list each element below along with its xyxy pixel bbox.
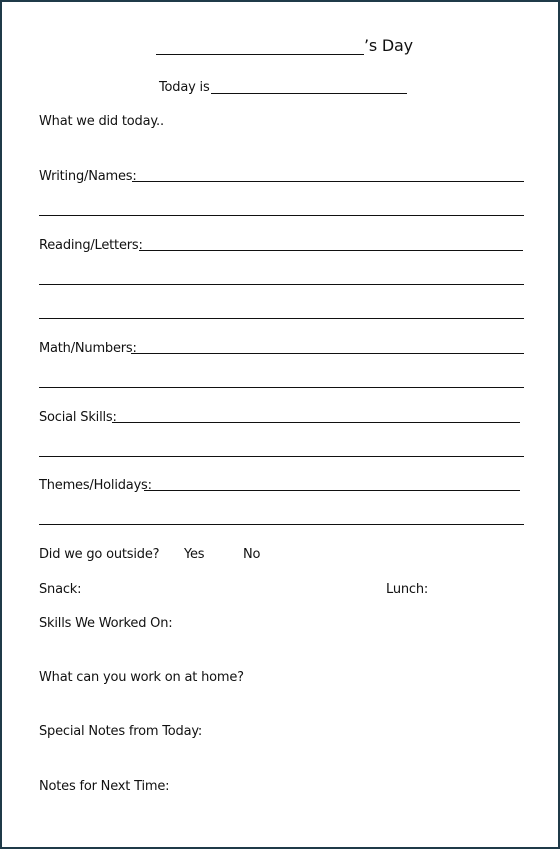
math-line-2[interactable] bbox=[39, 387, 524, 388]
special-notes-label: Special Notes from Today: bbox=[39, 724, 203, 739]
reading-label: Reading/Letters: bbox=[39, 238, 143, 253]
reading-line-2[interactable] bbox=[39, 284, 524, 285]
math-label: Math/Numbers: bbox=[39, 341, 137, 356]
outside-yes-option[interactable]: Yes bbox=[184, 547, 205, 562]
skills-label: Skills We Worked On: bbox=[39, 616, 173, 631]
outside-no-option[interactable]: No bbox=[243, 547, 261, 562]
date-blank-line[interactable] bbox=[211, 93, 407, 94]
home-work-label: What can you work on at home? bbox=[39, 670, 244, 685]
reading-line-1[interactable] bbox=[139, 250, 523, 251]
outside-question: Did we go outside? bbox=[39, 547, 160, 562]
writing-label: Writing/Names: bbox=[39, 169, 137, 184]
themes-line-1[interactable] bbox=[144, 490, 520, 491]
social-line-1[interactable] bbox=[112, 422, 520, 423]
next-time-notes-label: Notes for Next Time: bbox=[39, 779, 170, 794]
today-label: Today is bbox=[159, 80, 210, 95]
intro-text: What we did today.. bbox=[39, 114, 164, 129]
name-blank-line[interactable] bbox=[156, 54, 364, 55]
writing-line-1[interactable] bbox=[132, 181, 524, 182]
title-suffix: ’s Day bbox=[364, 36, 413, 55]
reading-line-3[interactable] bbox=[39, 318, 524, 319]
themes-label: Themes/Holidays: bbox=[39, 478, 152, 493]
writing-line-2[interactable] bbox=[39, 215, 524, 216]
snack-label: Snack: bbox=[39, 582, 82, 597]
themes-line-2[interactable] bbox=[39, 524, 524, 525]
social-line-2[interactable] bbox=[39, 456, 524, 457]
social-label: Social Skills: bbox=[39, 410, 117, 425]
math-line-1[interactable] bbox=[131, 353, 524, 354]
lunch-label: Lunch: bbox=[386, 582, 429, 597]
